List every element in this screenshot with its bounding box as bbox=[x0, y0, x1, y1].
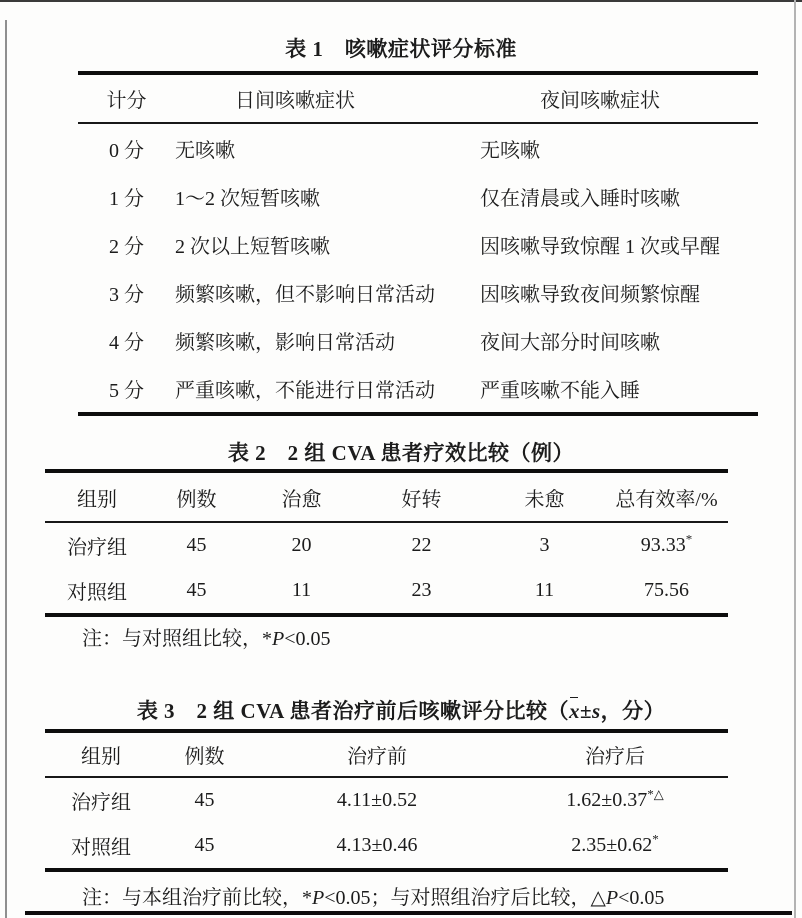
table-row bbox=[45, 823, 728, 868]
night-symptom-cell: 仅在清晨或入睡时咳嗽 bbox=[480, 187, 680, 210]
table1-header-row bbox=[78, 75, 758, 122]
table2-note: 注：与对照组比较，*P<0.05 bbox=[82, 628, 331, 650]
table3-header-cases: 例数 bbox=[184, 746, 225, 768]
table2-bottom-rule bbox=[45, 613, 728, 617]
score-cell: 1 分 bbox=[109, 187, 144, 210]
before-score-cell: 4.13±0.46 bbox=[336, 834, 418, 856]
p-value-symbol: P bbox=[272, 628, 285, 650]
table-row bbox=[45, 568, 728, 613]
day-symptom-cell: 频繁咳嗽，影响日常活动 bbox=[175, 331, 395, 354]
cured-cell: 20 bbox=[291, 534, 312, 556]
group-cell: 对照组 bbox=[71, 837, 131, 859]
table-row bbox=[78, 316, 758, 364]
cases-cell: 45 bbox=[186, 579, 207, 601]
significance-marker: * bbox=[652, 831, 659, 847]
table2-header-improved: 好转 bbox=[401, 488, 442, 511]
table2-header-group: 组别 bbox=[77, 488, 117, 511]
group-cell: 对照组 bbox=[67, 582, 127, 604]
table1-symptom-score-standard bbox=[78, 71, 758, 416]
p-value-symbol: P bbox=[312, 887, 325, 909]
table2-header-cured: 治愈 bbox=[281, 488, 322, 511]
table3-header-group: 组别 bbox=[81, 746, 121, 768]
before-score-cell: 4.11±0.52 bbox=[336, 789, 418, 811]
table-row bbox=[78, 268, 758, 316]
table1-header-score: 计分 bbox=[106, 90, 147, 112]
score-cell: 0 分 bbox=[109, 139, 144, 162]
significance-marker: *△ bbox=[647, 786, 664, 802]
night-symptom-cell: 严重咳嗽不能入睡 bbox=[480, 379, 640, 402]
after-score-cell: 1.62±0.37*△ bbox=[566, 786, 664, 811]
table-row bbox=[78, 364, 758, 412]
rate-cell: 93.33* bbox=[640, 531, 693, 556]
xbar-symbol: x bbox=[568, 699, 580, 723]
table-row bbox=[45, 523, 728, 568]
cured-cell: 11 bbox=[291, 579, 312, 601]
rate-cell: 75.56 bbox=[644, 579, 689, 601]
ineffective-cell: 11 bbox=[534, 579, 555, 601]
night-symptom-cell: 因咳嗽导致惊醒 1 次或早醒 bbox=[480, 235, 720, 258]
table1-title: 表 1 咳嗽症状评分标准 bbox=[285, 37, 517, 61]
score-cell: 2 分 bbox=[109, 235, 144, 258]
table-row bbox=[78, 172, 758, 220]
cases-cell: 45 bbox=[194, 834, 215, 856]
improved-cell: 23 bbox=[411, 579, 432, 601]
table2-header-ineffective: 未愈 bbox=[524, 488, 565, 511]
day-symptom-cell: 2 次以上短暂咳嗽 bbox=[175, 235, 330, 258]
table2-header-row bbox=[45, 473, 728, 521]
cases-cell: 45 bbox=[194, 789, 215, 811]
night-symptom-cell: 因咳嗽导致夜间频繁惊醒 bbox=[480, 283, 700, 306]
table3-header-before: 治疗前 bbox=[347, 746, 407, 768]
group-cell: 治疗组 bbox=[71, 792, 131, 814]
table3-title: 表 3 2 组 CVA 患者治疗前后咳嗽评分比较（x±s，分） bbox=[136, 699, 666, 723]
table3-bottom-rule bbox=[45, 868, 728, 872]
ineffective-cell: 3 bbox=[539, 534, 550, 556]
day-symptom-cell: 频繁咳嗽，但不影响日常活动 bbox=[175, 283, 435, 306]
table1-header-day: 日间咳嗽症状 bbox=[235, 90, 355, 112]
table-row bbox=[78, 220, 758, 268]
table2-header-total-rate: 总有效率/% bbox=[615, 488, 718, 511]
table3-score-before-after-comparison bbox=[45, 729, 728, 872]
p-value-symbol: P bbox=[605, 887, 619, 909]
table1-bottom-rule bbox=[78, 412, 758, 416]
score-cell: 3 分 bbox=[109, 283, 144, 306]
table-row bbox=[45, 778, 728, 823]
table3-note: 注：与本组治疗前比较，*P<0.05；与对照组治疗后比较，△P<0.05 bbox=[82, 887, 665, 909]
day-symptom-cell: 严重咳嗽，不能进行日常活动 bbox=[175, 379, 435, 402]
table2-title: 表 2 2 组 CVA 患者疗效比较（例） bbox=[227, 441, 575, 465]
table3-header-row bbox=[45, 733, 728, 776]
score-cell: 4 分 bbox=[109, 331, 144, 354]
night-symptom-cell: 夜间大部分时间咳嗽 bbox=[480, 331, 660, 354]
significance-marker: * bbox=[685, 531, 693, 547]
table1-header-night: 夜间咳嗽症状 bbox=[540, 90, 660, 112]
after-score-cell: 2.35±0.62* bbox=[571, 831, 659, 856]
day-symptom-cell: 1～2 次短暂咳嗽 bbox=[175, 187, 320, 210]
table-row bbox=[78, 124, 758, 172]
table3-header-after: 治疗后 bbox=[585, 746, 645, 768]
scan-frame-top bbox=[0, 0, 802, 2]
score-cell: 5 分 bbox=[109, 379, 144, 402]
night-symptom-cell: 无咳嗽 bbox=[480, 139, 540, 162]
group-cell: 治疗组 bbox=[67, 537, 127, 559]
page-bottom-rule bbox=[25, 911, 792, 915]
improved-cell: 22 bbox=[411, 534, 432, 556]
scan-frame-left bbox=[5, 20, 7, 918]
table2-efficacy-comparison bbox=[45, 469, 728, 617]
s-symbol: s bbox=[591, 699, 601, 723]
table2-header-cases: 例数 bbox=[176, 488, 217, 511]
cases-cell: 45 bbox=[186, 534, 207, 556]
day-symptom-cell: 无咳嗽 bbox=[175, 139, 235, 162]
